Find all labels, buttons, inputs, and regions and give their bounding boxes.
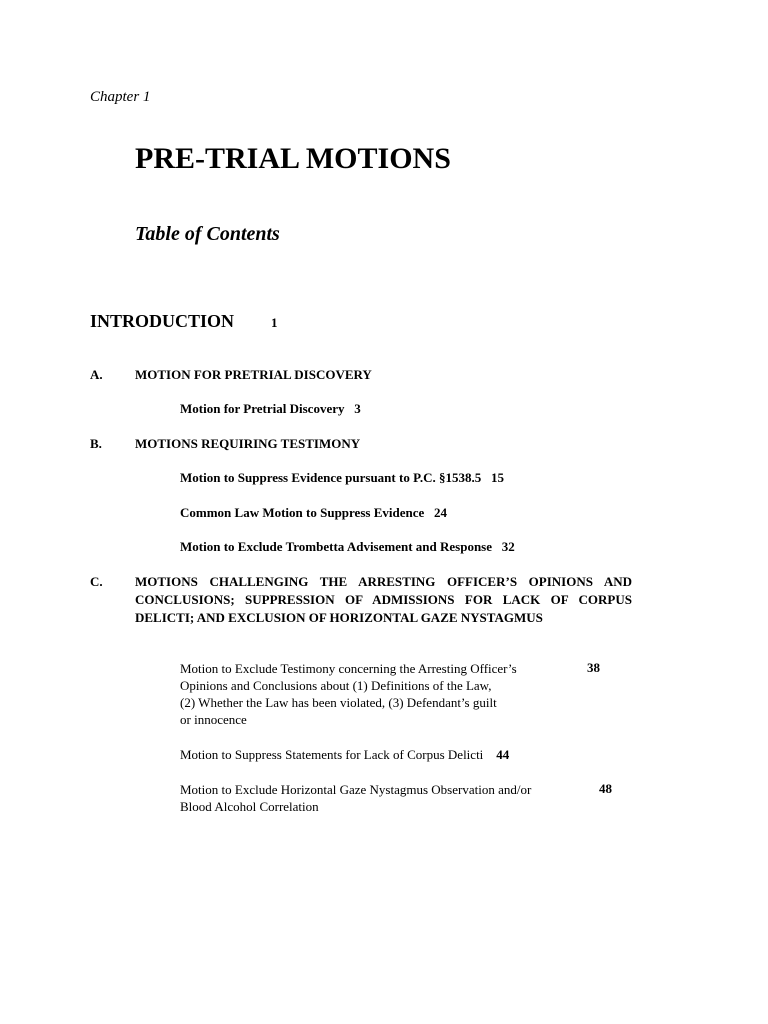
section-a-title: MOTION FOR PRETRIAL DISCOVERY [135, 367, 372, 382]
toc-entry [180, 539, 515, 555]
section-c-letter: C. [90, 574, 103, 589]
toc-entry-text: Motion for Pretrial Discovery [180, 401, 345, 416]
toc-entry-multiline [180, 781, 600, 815]
toc-entry-page: 38 [587, 660, 600, 675]
toc-entry-line: or innocence [180, 712, 247, 727]
toc-entry-page: 48 [599, 781, 612, 796]
toc-entry-page: 15 [490, 470, 504, 485]
toc-entry-page: 44 [496, 747, 510, 762]
toc-entry-multiline [180, 660, 560, 728]
toc-entry-page: 24 [434, 505, 448, 520]
section-b-letter: B. [90, 436, 102, 451]
page-title: PRE-TRIAL MOTIONS [135, 142, 451, 175]
chapter-label: Chapter 1 [90, 89, 151, 105]
toc-entry [180, 470, 504, 486]
toc-entry-line: (2) Whether the Law has been violated, (3) Defendant’s guilt [180, 695, 497, 710]
toc-entry-line: Motion to Exclude Horizontal Gaze Nystagmus Observation and/or [180, 782, 532, 797]
introduction-label: INTRODUCTION [90, 311, 235, 331]
toc-entry-text: Common Law Motion to Suppress Evidence [180, 505, 425, 520]
toc-entry [180, 401, 361, 417]
toc-entry [180, 747, 509, 763]
toc-entry-line: Opinions and Conclusions about (1) Definitions of the Law, [180, 678, 492, 693]
toc-heading: Table of Contents [135, 223, 280, 245]
toc-entry-page: 3 [354, 401, 361, 416]
section-a-letter: A. [90, 367, 103, 382]
toc-entry-page: 32 [501, 539, 515, 554]
introduction-page-number: 1 [271, 315, 278, 330]
section-c-title: MOTIONS CHALLENGING THE ARRESTING OFFICER’S OPINIONS AND CONCLUSIONS; SUPPRESSION OF ADMISSIONS FOR LACK OF CORPUS DELICTI; AND EXCLUSION OF HORIZONTAL GAZE NYSTAGMUS [135, 574, 632, 625]
toc-entry-text: Motion to Exclude Trombetta Advisement and Response [180, 539, 493, 554]
toc-entry-text: Motion to Suppress Statements for Lack of Corpus Delicti [180, 747, 484, 762]
toc-entry-line: Blood Alcohol Correlation [180, 799, 319, 814]
toc-entry-text: Motion to Suppress Evidence pursuant to P.C. §1538.5 [180, 470, 482, 485]
section-b-title: MOTIONS REQUIRING TESTIMONY [135, 436, 361, 451]
toc-entry-line: Motion to Exclude Testimony concerning the Arresting Officer’s [180, 661, 517, 676]
toc-entry [180, 505, 447, 521]
